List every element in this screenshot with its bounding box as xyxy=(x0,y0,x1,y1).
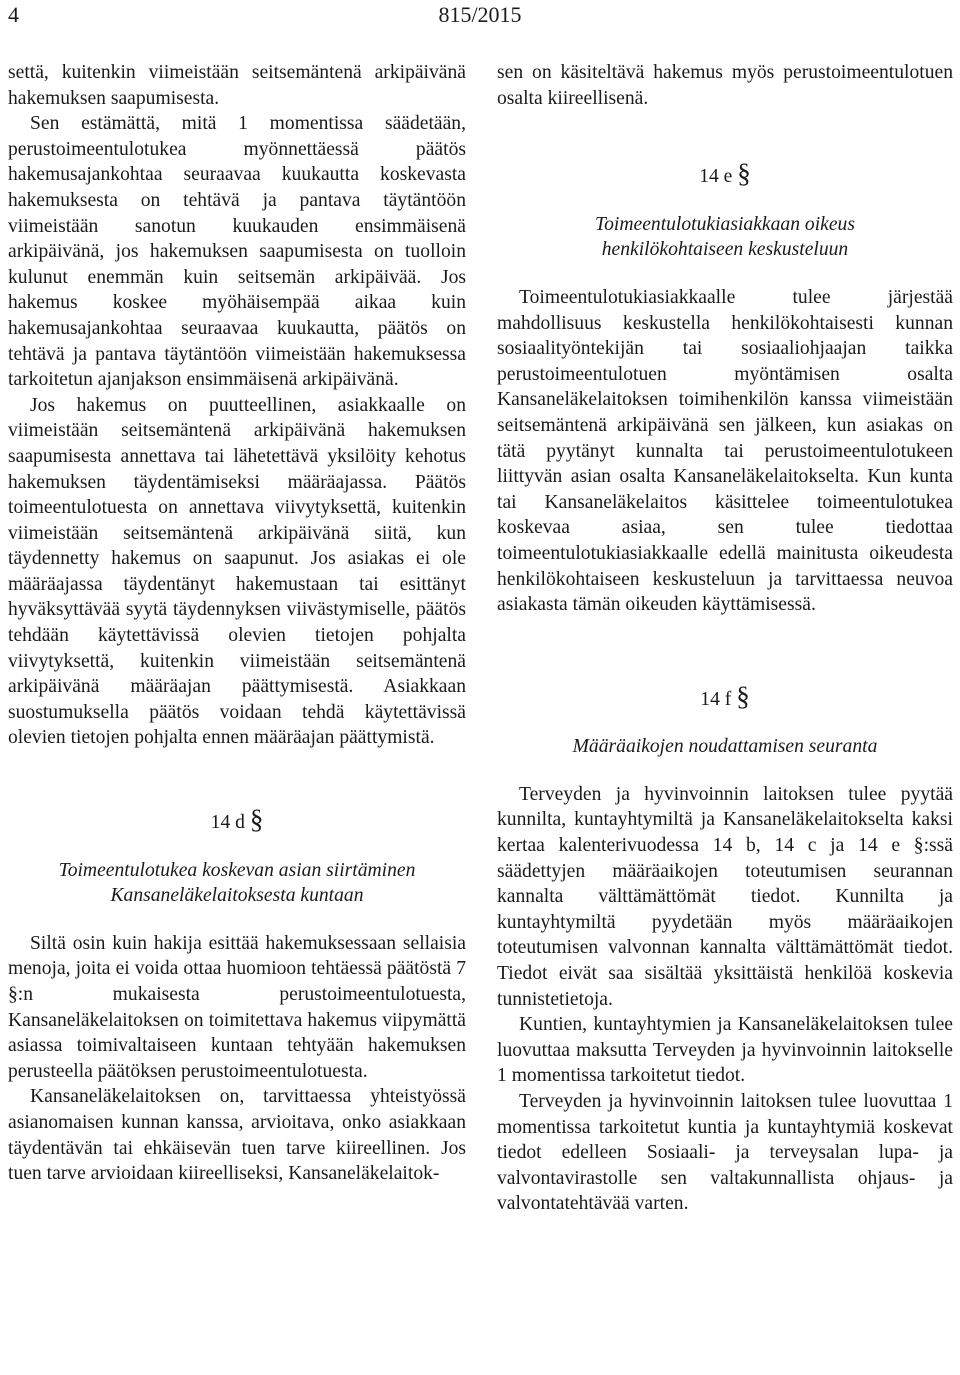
paragraph: Kuntien, kuntayhtymien ja Kansaneläkelaitoksen tulee luovuttaa maksutta Terveyden ja hyvinvoinnin laitokselle 1 momentissa tarkoitetut tiedot. xyxy=(497,1014,953,1087)
paragraph: Terveyden ja hyvinvoinnin laitoksen tulee luovuttaa 1 momentissa tarkoitetut kuntia ja kuntayhtymiä koskevat tiedot edelleen Sosiaali- ja terveysalan lupa- ja valvontavirastolle sen valtakunnallista ohjaus- ja valvontatehtävää varten. xyxy=(497,1091,953,1215)
page-number: 4 xyxy=(8,2,19,27)
section-sign: § xyxy=(737,158,751,189)
page-header xyxy=(8,2,952,32)
section-title: Toimeentulotukea koskevan asian siirtäminen xyxy=(58,859,416,881)
section-number: 14 d xyxy=(210,812,245,834)
paragraph: settä, kuitenkin viimeistään seitsemäntenä arkipäivänä hakemuksen saapumisesta. xyxy=(8,62,466,109)
left-column xyxy=(8,60,466,1187)
section-title: henkilökohtaiseen keskusteluun xyxy=(601,239,849,261)
paragraph: Toimeentulotukiasiakkaalle tulee järjestää mahdollisuus keskustella henkilökohtaisesti kunnan sosiaalityöntekijän tai sosiaaliohjaajan taikka perustoimeentulotuen myöntämisen osalta Kansaneläkelaitoksen toimihenkilön kanssa viimeistään seitsemäntenä arkipäivänä sen jälkeen, kun asiakas on tätä pyytänyt kunnalta tai perustoimeentulotukeen liittyvän asian osalta Kansaneläkelaitokselta. Kun kunta tai Kansaneläkelaitos käsittelee toimeentulotukea koskevaa asiaa, sen tulee tiedottaa toimeentulotukiasiakkaalle edellä mainitusta oikeudesta henkilökohtaiseen keskusteluun ja tarvittaessa neuvoa asiakasta tämän oikeuden käyttämisessä. xyxy=(497,286,953,616)
section-title: Kansaneläkelaitoksesta kuntaan xyxy=(110,885,364,907)
section-heading xyxy=(8,804,466,836)
section-number: 14 e xyxy=(699,166,733,188)
paragraph: Kansaneläkelaitoksen on, tarvittaessa yhteistyössä asianomaisen kunnan kanssa, arvioitava, onko asiakkaan täydentävän tai ehkäisevän tuen tarve kiireellinen. Jos tuen tarve arvioidaan kiireelliseksi, Kansaneläkelaitok- xyxy=(8,1086,466,1185)
document-number: 815/2015 xyxy=(438,2,522,27)
section-sign: § xyxy=(736,680,750,711)
section-number: 14 f xyxy=(700,688,732,710)
paragraph: Terveyden ja hyvinvoinnin laitoksen tulee pyytää kunnilta, kuntayhtymiltä ja Kansaneläkelaitokselta kaksi kertaa kalenterivuodessa 14 b, 14 c ja 14 e §:ssä säädettyjen määräaikojen toteutumisen seurannan kannalta välttämättömät tiedot. Kunnilta ja kuntayhtymiltä pyydetään myös määräaikojen toteutumisen valvonnan kannalta välttämättömät tiedot. Tiedot eivät saa sisältää yksittäistä henkilöä koskevia tunnistetietoja. xyxy=(497,783,953,1010)
paragraph: Sen estämättä, mitä 1 momentissa säädetään, perustoimeentulotukea myönnettäessä päätös hakemusajankohtaa seuraavaa kuukautta koskevasta hakemuksesta on tehtävä ja pantava täytäntöön viimeistään sanotun kuukauden ensimmäisenä arkipäivänä, jos hakemuksen saapumisesta on tuolloin kulunut enemmän kuin seitsemän arkipäivää. Jos hakemus koskee myöhäisempää aikaa kuin hakemusajankohtaa seuraavaa kuukautta, päätös on tehtävä ja pantava täytäntöön viimeistään hakemuksessa tarkoitetun ajanjakson ensimmäisenä arkipäivänä. xyxy=(8,113,466,391)
section-title: Määräaikojen noudattamisen seuranta xyxy=(572,736,878,758)
section-heading xyxy=(497,680,953,713)
paragraph: sen on käsiteltävä hakemus myös perustoimeentulotuen osalta kiireellisenä. xyxy=(497,62,953,109)
section-sign: § xyxy=(249,804,264,835)
paragraph: Jos hakemus on puutteellinen, asiakkaalle on viimeistään seitsemäntenä arkipäivänä hakemuksen saapumisesta annettava tai lähetettävä yksilöity kehotus hakemuksen täydentämiseksi määräajassa. Päätös toimeentulotuesta on annettava viivytyksettä, kuitenkin viimeistään seitsemäntenä arkipäivänä siitä, kun täydennetty hakemus on saapunut. Jos asiakas ei ole määräajassa täydentänyt hakemustaan tai esittänyt hyväksyttävää syytä täydennyksen viivästymiselle, päätös tehdään käytettävissä olevien tietojen pohjalta viivytyksettä, kuitenkin viimeistään seitsemäntenä arkipäivänä määräajan päättymisestä. Asiakkaan suostumuksella päätös voidaan tehdä käytettävissä olevien tietojen pohjalta ennen määräajan päättymistä. xyxy=(8,394,466,749)
section-heading xyxy=(497,158,953,190)
right-column xyxy=(497,60,953,1217)
paragraph: Siltä osin kuin hakija esittää hakemuksessaan sellaisia menoja, joita ei voida ottaa huomioon tehtäessä päätöstä 7 §:n mukaisesta perustoimeentulotuesta, Kansaneläkelaitoksen on toimitettava hakemus viipymättä asiassa toimivaltaiseen kuntaan tehtyään hakemuksen perusteella päätöksen perustoimeentulotuesta. xyxy=(8,932,466,1082)
section-title: Toimeentulotukiasiakkaan oikeus xyxy=(595,213,855,235)
